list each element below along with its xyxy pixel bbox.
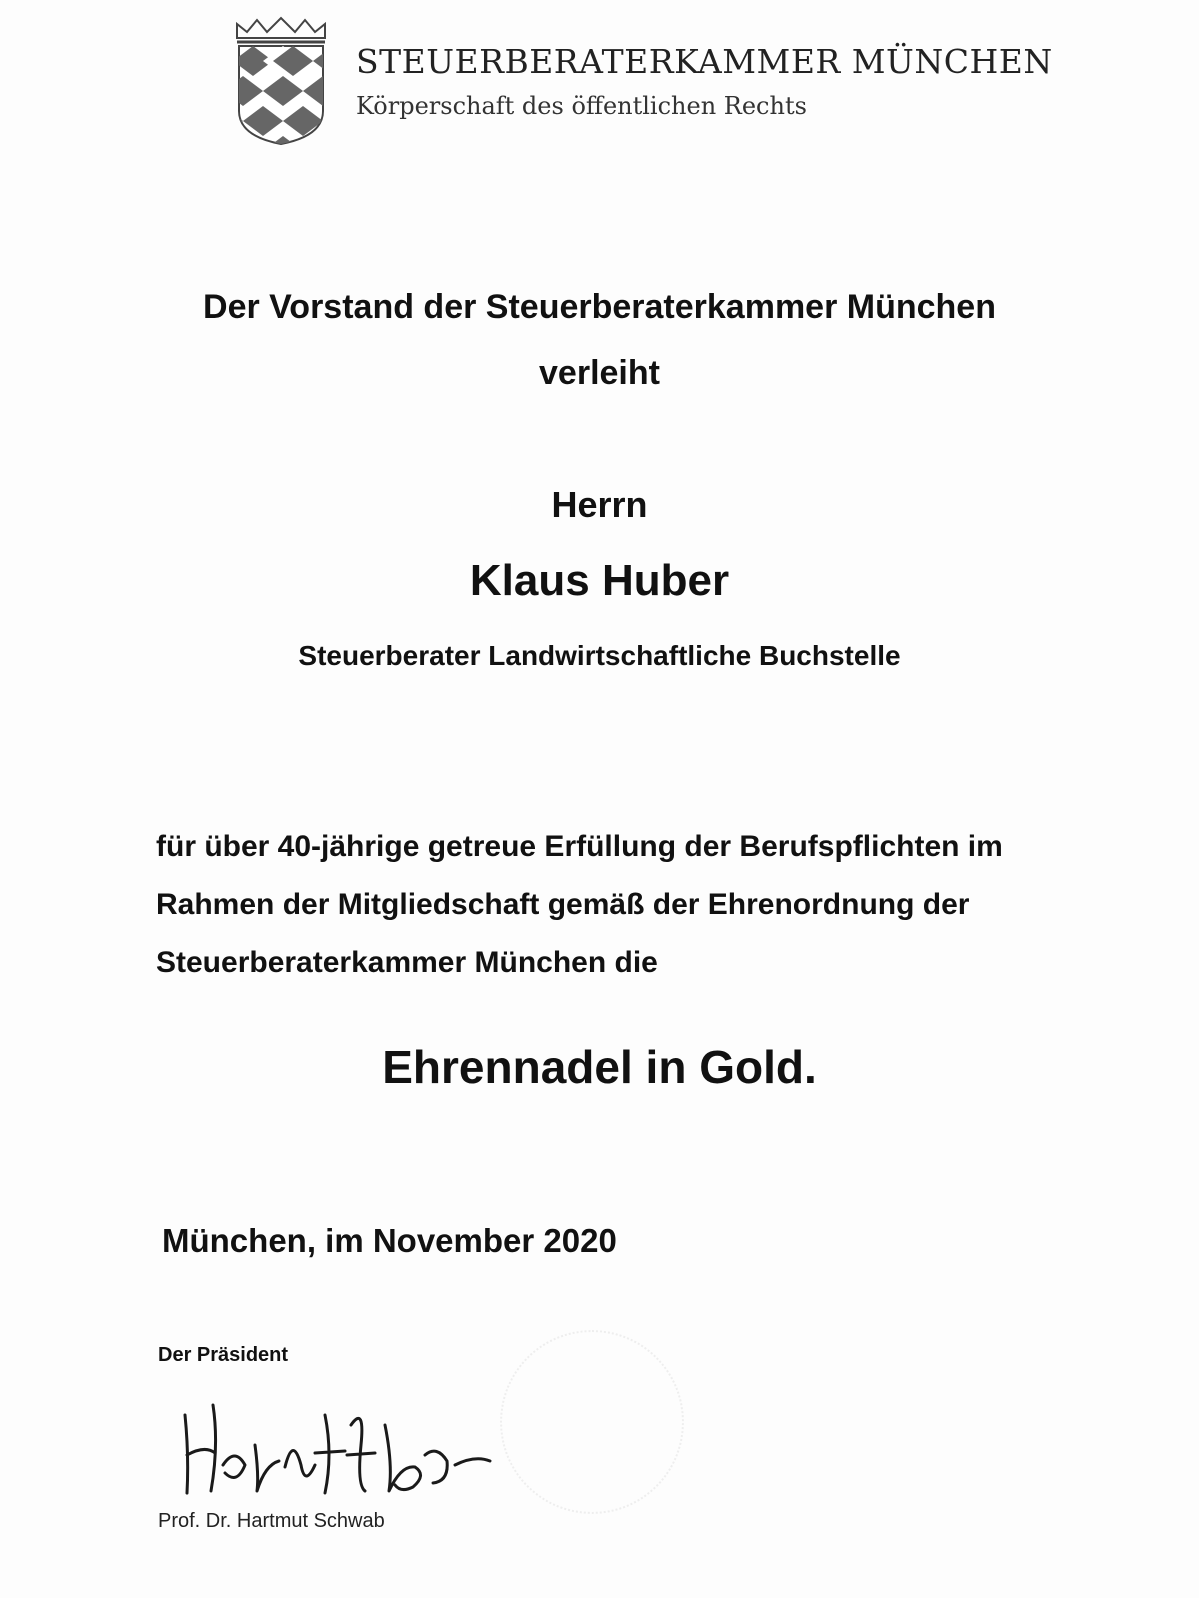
signer-role: Der Präsident — [158, 1344, 289, 1366]
board-line: Der Vorstand der Steuerberaterkammer München — [203, 288, 996, 326]
place-date: München, im November 2020 — [162, 1222, 617, 1259]
org-subtitle: Körperschaft des öffentlichen Rechts — [356, 92, 807, 120]
salutation: Herrn — [551, 484, 648, 525]
recipient-name: Klaus Huber — [469, 556, 730, 605]
reason-line: für über 40-jährige getreue Erfüllung der Berufspflichten im — [156, 830, 1003, 863]
org-name: STEUERBERATERKAMMER MÜNCHEN — [356, 42, 1053, 81]
faint-seal-stamp — [500, 1330, 684, 1514]
reason-line: Steuerberaterkammer München die — [156, 946, 658, 979]
bavarian-lozenge-crest-icon — [233, 16, 329, 146]
recipient-title: Steuerberater Landwirtschaftliche Buchstelle — [298, 640, 901, 671]
reason-line: Rahmen der Mitgliedschaft gemäß der Ehrenordnung der — [156, 888, 970, 921]
award-reason — [156, 818, 1116, 992]
signer-name: Prof. Dr. Hartmut Schwab — [158, 1510, 385, 1532]
handwritten-signature — [175, 1395, 495, 1505]
awards-verb: verleiht — [539, 354, 660, 392]
award-name: Ehrennadel in Gold. — [382, 1041, 817, 1093]
